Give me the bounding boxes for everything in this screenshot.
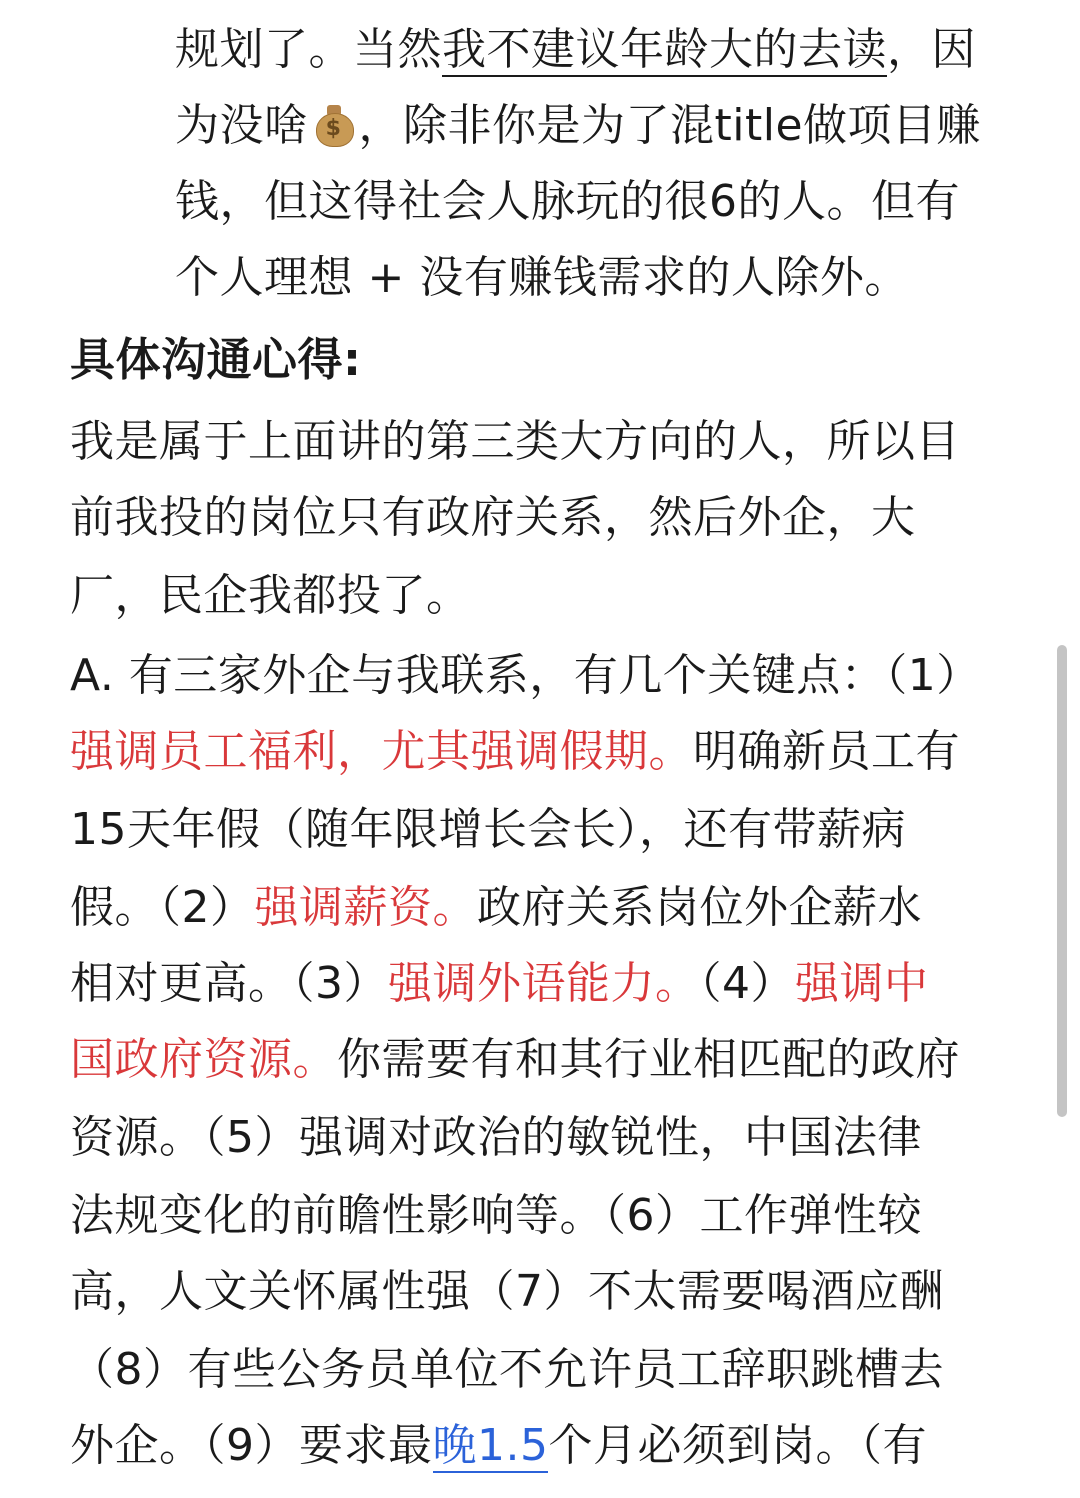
inline-link[interactable]: 晚1.5 xyxy=(432,1420,549,1471)
text-line: 15天年假（随年限增长会长），还有带薪病 xyxy=(70,804,906,855)
money-bag-icon: $ xyxy=(311,100,357,146)
text-segment: ，除非你是为了混title做项目赚 xyxy=(358,100,982,151)
text-line xyxy=(70,714,1080,790)
highlight-text: 国政府资源。 xyxy=(70,1034,337,1085)
section-heading: 具体沟通心得: xyxy=(70,333,362,386)
text-segment: 为没啥 xyxy=(175,100,309,151)
text-segment: 假。（2） xyxy=(70,882,255,933)
text-line xyxy=(70,1408,1080,1484)
highlight-text: 强调中 xyxy=(795,958,929,1009)
text-line xyxy=(70,870,1080,946)
text-segment: 明确新员工有 xyxy=(693,726,960,777)
text-line: 厂，民企我都投了。 xyxy=(70,570,471,621)
text-line: 资源。（5）强调对政治的敏锐性，中国法律 xyxy=(70,1112,922,1163)
text-segment: 政府关系岗位外企薪水 xyxy=(477,882,922,933)
text-segment: 外企。（9）要求最 xyxy=(70,1420,433,1471)
text-line: 钱，但这得社会人脉玩的很6的人。但有 xyxy=(175,176,960,227)
text-line xyxy=(175,12,1080,88)
underlined-text: 我不建议年龄大的去读 xyxy=(442,24,887,75)
text-line xyxy=(70,1022,1080,1098)
text-line: 我是属于上面讲的第三类大方向的人，所以目 xyxy=(70,416,960,467)
text-line: 个人理想 + 没有赚钱需求的人除外。 xyxy=(175,252,909,303)
text-segment: （4） xyxy=(699,958,795,1009)
text-line: 前我投的岗位只有政府关系，然后外企，大 xyxy=(70,492,916,543)
highlight-text: 强调员工福利，尤其强调假期。 xyxy=(70,726,693,777)
scrollbar[interactable] xyxy=(1057,645,1067,1117)
text-line xyxy=(70,946,1080,1022)
text-segment: 规划了。当然 xyxy=(175,24,442,75)
text-line: 高，人文关怀属性强（7）不太需要喝酒应酬 xyxy=(70,1266,944,1317)
text-segment: 个月必须到岗。（有 xyxy=(548,1420,927,1471)
text-segment: 相对更高。（3） xyxy=(70,958,388,1009)
text-line: 法规变化的前瞻性影响等。（6）工作弹性较 xyxy=(70,1190,922,1241)
highlight-text: 强调薪资。 xyxy=(254,882,477,933)
text-line: A. 有三家外企与我联系，有几个关键点：（1） xyxy=(70,650,981,701)
text-line: （8）有些公务员单位不允许员工辞职跳槽去 xyxy=(70,1344,944,1395)
text-segment: ，因 xyxy=(887,24,976,75)
highlight-text: 强调外语能力。 xyxy=(388,958,700,1009)
text-line xyxy=(175,88,1080,164)
text-segment: 你需要有和其行业相匹配的政府 xyxy=(337,1034,960,1085)
